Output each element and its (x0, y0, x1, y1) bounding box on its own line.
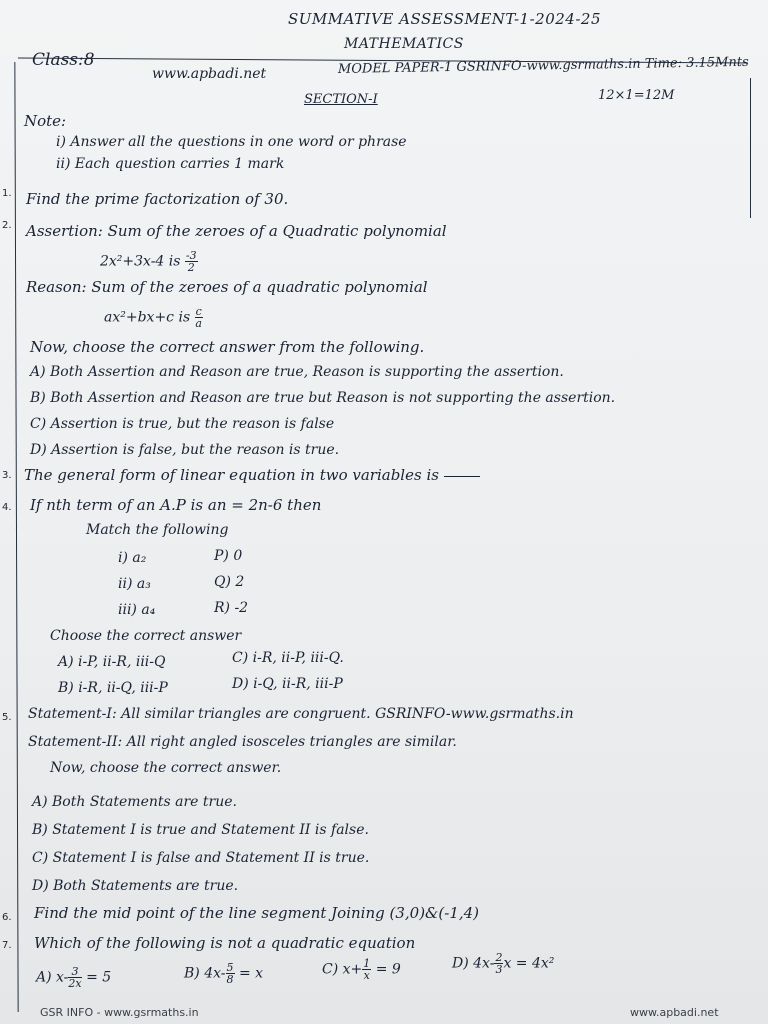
q2-number: 2. (2, 220, 12, 231)
q7-option-d: D) 4x- $\frac{2}{3}$ x = 4x² (452, 951, 555, 976)
q7-option-b: B) 4x- $\frac{5}{8}$ = x (184, 961, 264, 986)
q1-number: 1. (2, 188, 12, 199)
marks-label: 12×1=12M (598, 88, 675, 103)
q4-prompt: Choose the correct answer (50, 628, 242, 644)
q7-text: Which of the following is not a quadratic equation (34, 934, 416, 952)
q4-option-a: A) i-P, ii-R, iii-Q (58, 654, 166, 670)
q4-right-1: P) 0 (214, 548, 243, 564)
q5-statement-1: Statement-I: All similar triangles are congruent. GSRINFO-www.gsrmaths.in (28, 706, 574, 722)
q5-statement-2: Statement-II: All right angled isosceles triangles are similar. (28, 734, 457, 750)
q6-text: Find the mid point of the line segment Joining (3,0)&(-1,4) (34, 904, 480, 922)
q2-option-a: A) Both Assertion and Reason are true, Reason is supporting the assertion. (30, 364, 564, 380)
q2-assertion-poly: 2x²+3x-4 is $\frac{-3}{2}$ (100, 249, 197, 274)
note-label: Note: (24, 112, 67, 130)
footer-left-link[interactable]: GSR INFO - www.gsrmaths.in (40, 1006, 199, 1019)
footer-right-link[interactable]: www.apbadi.net (630, 1006, 719, 1019)
q4-option-d: D) i-Q, ii-R, iii-P (232, 676, 343, 692)
q7-option-c: C) x+ $\frac{1}{x}$ = 9 (322, 957, 401, 982)
q5-number: 5. (2, 712, 12, 723)
note-item-1: i) Answer all the questions in one word or phrase (56, 134, 407, 150)
q2-option-c: C) Assertion is true, but the reason is false (30, 416, 335, 432)
right-rule (750, 78, 751, 218)
q2-prompt: Now, choose the correct answer from the following. (30, 338, 425, 356)
q4-right-3: R) -2 (214, 600, 249, 616)
note-item-2: ii) Each question carries 1 mark (56, 156, 285, 172)
q4-left-3: iii) a₄ (118, 602, 156, 618)
q3-text: The general form of linear equation in two variables is (24, 466, 480, 484)
q4-right-2: Q) 2 (214, 574, 245, 590)
q2-option-b: B) Both Assertion and Reason are true but Reason is not supporting the assertion. (30, 390, 616, 406)
q5-prompt: Now, choose the correct answer. (50, 760, 282, 776)
q3-blank (444, 476, 480, 477)
q5-option-a: A) Both Statements are true. (32, 794, 237, 810)
q4-left-2: ii) a₃ (118, 576, 151, 592)
q4-text: If nth term of an A.P is an = 2n-6 then (30, 496, 322, 514)
section-title: SECTION-I (304, 92, 378, 107)
q4-left-1: i) a₂ (118, 550, 147, 566)
q4-option-b: B) i-R, ii-Q, iii-P (58, 680, 168, 696)
q4-match-label: Match the following (86, 522, 229, 538)
subject-title: MATHEMATICS (344, 36, 464, 52)
class-label: Class:8 (32, 50, 95, 70)
q2-reason-fraction: $\frac{c}{a}$ (195, 305, 202, 330)
q5-option-c: C) Statement I is false and Statement II is true. (32, 850, 370, 866)
q4-number: 4. (2, 502, 12, 513)
website-label: www.apbadi.net (152, 66, 267, 82)
q2-reason-poly: ax²+bx+c is $\frac{c}{a}$ (104, 305, 202, 330)
q2-assertion: Assertion: Sum of the zeroes of a Quadratic polynomial (26, 222, 447, 240)
q7-option-a: A) x- $\frac{3}{2x}$ = 5 (36, 965, 112, 990)
q2-reason: Reason: Sum of the zeroes of a quadratic polynomial (26, 278, 428, 296)
q5-option-d: D) Both Statements are true. (32, 878, 239, 894)
q3-number: 3. (2, 470, 12, 481)
q7-number: 7. (2, 940, 12, 951)
q5-option-b: B) Statement I is true and Statement II is false. (32, 822, 369, 838)
q2-option-d: D) Assertion is false, but the reason is true. (30, 442, 340, 458)
q1-text: Find the prime factorization of 30. (26, 190, 289, 208)
exam-title: SUMMATIVE ASSESSMENT-1-2024-25 (288, 10, 602, 28)
q2-assertion-fraction: $\frac{-3}{2}$ (185, 249, 197, 274)
q6-number: 6. (2, 912, 12, 923)
margin-rule (14, 62, 18, 1012)
q4-option-c: C) i-R, ii-P, iii-Q. (232, 650, 344, 666)
model-paper-label: MODEL PAPER-1 GSRINFO-www.gsrmaths.in Time: 3.15Mnts (337, 54, 749, 77)
